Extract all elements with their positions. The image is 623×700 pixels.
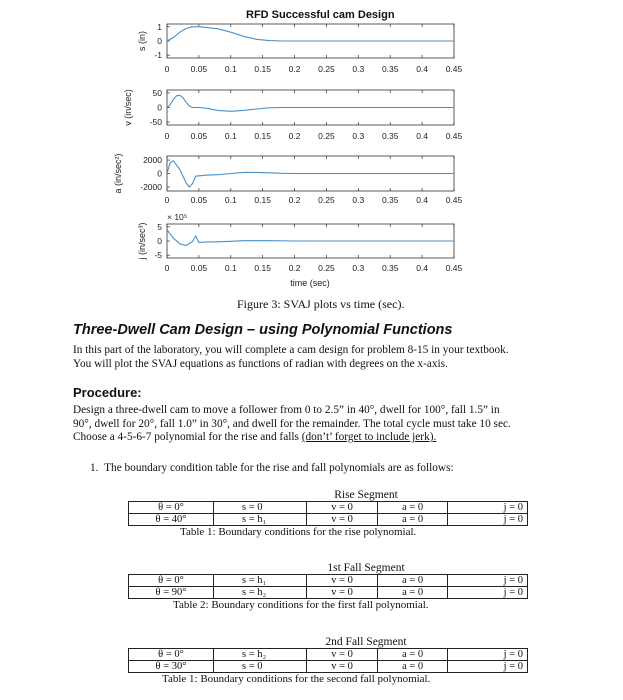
first-fall-table-caption: Table 2: Boundary conditions for the first fall polynomial.	[173, 599, 429, 611]
table-cell: s = 0	[214, 661, 307, 673]
x-tick-label: 0	[164, 131, 170, 141]
y-tick-label: 50	[152, 87, 162, 98]
procedure-line-3	[73, 431, 578, 445]
table-cell: v = 0	[307, 587, 378, 599]
second-fall-boundary-table	[128, 648, 528, 673]
table-row	[129, 575, 528, 587]
x-tick-label: 0.35	[381, 64, 399, 74]
x-tick-label: 0.4	[416, 64, 429, 74]
second-fall-table-block	[128, 636, 528, 685]
y-tick-label: 0	[157, 168, 162, 179]
table-cell: θ = 0°	[129, 502, 214, 514]
first-fall-table-block	[128, 562, 528, 611]
table-cell: θ = 0°	[129, 649, 214, 661]
y-tick-label: 5	[157, 221, 162, 232]
y-axis-label: j (in/sec³)	[137, 222, 147, 260]
jerk-note: (don’t’ forget to include jerk).	[301, 431, 437, 443]
x-tick-label: 0.45	[445, 131, 463, 141]
x-tick-label: 0.35	[381, 195, 399, 205]
y-tick-label: -5	[154, 250, 162, 261]
table-cell: θ = 0°	[129, 575, 214, 587]
procedure-line-2: 90°, dwell for 20°, fall 1.0” in 30°, and dwell for the remainder. The total cycle must take 10 sec.	[73, 417, 511, 430]
table-cell: v = 0	[307, 661, 378, 673]
x-tick-label: 0.2	[288, 64, 301, 74]
intro-line-2: You will plot the SVAJ equations as functions of radian with degrees on the x-axis.	[73, 357, 448, 370]
table-cell: a = 0	[377, 587, 448, 599]
x-tick-label: 0.25	[318, 263, 335, 273]
table-cell: a = 0	[377, 514, 448, 526]
table-cell: θ = 40°	[129, 514, 214, 526]
x-tick-label: 0.2	[288, 263, 301, 273]
y-tick-label: -1	[154, 50, 162, 61]
table-cell: v = 0	[307, 502, 378, 514]
x-tick-label: 0.1	[224, 263, 237, 273]
table-row	[129, 661, 528, 673]
table-row	[129, 587, 528, 599]
table-cell: j = 0	[448, 661, 528, 673]
x-tick-label: 0.4	[416, 131, 429, 141]
x-tick-label: 0.25	[318, 64, 335, 74]
table-cell: s = h₂	[214, 587, 307, 599]
x-tick-label: 0.1	[224, 64, 237, 74]
x-tick-label: 0.2	[288, 195, 301, 205]
x-tick-label: 0.1	[224, 131, 237, 141]
x-tick-label: 0	[164, 64, 170, 74]
procedure-line-1: Design a three-dwell cam to move a follower from 0 to 2.5” in 40°, dwell for 100°, fall 1.5” in	[73, 404, 500, 416]
table-cell: s = h₂	[214, 649, 307, 661]
x-tick-label: 0	[164, 195, 170, 205]
table-cell: s = 0	[214, 502, 307, 514]
list-item	[90, 462, 454, 476]
x-tick-label: 0.05	[190, 195, 208, 205]
figure-caption: Figure 3: SVAJ plots vs time (sec).	[237, 297, 405, 311]
x-tick-label: 0.15	[254, 64, 271, 74]
y-tick-label: 0	[157, 236, 162, 246]
y-tick-label: 2000	[143, 155, 162, 166]
rise-boundary-table	[128, 501, 528, 526]
intro-line-1: In this part of the laboratory, you will complete a cam design for problem 8-15 in your textbook.	[73, 344, 509, 356]
rise-table-title: Rise Segment	[334, 489, 398, 501]
x-tick-label: 0.35	[381, 131, 399, 141]
rise-table-block	[128, 489, 528, 538]
second-fall-table-title: 2nd Fall Segment	[325, 636, 407, 648]
x-tick-label: 0.45	[445, 263, 463, 273]
x-tick-label: 0.4	[416, 195, 429, 205]
x-tick-label: 0.45	[445, 195, 463, 205]
table-cell: a = 0	[377, 649, 448, 661]
table-cell: v = 0	[307, 575, 378, 587]
x-tick-label: 0.15	[254, 131, 271, 141]
first-fall-table-title: 1st Fall Segment	[327, 562, 405, 574]
x-tick-label: 0.15	[254, 263, 271, 273]
table-cell: a = 0	[377, 575, 448, 587]
y-tick-label: 0	[157, 102, 162, 113]
table-row	[129, 502, 528, 514]
x-axis-label: time (sec)	[290, 278, 330, 288]
y-exponent-label: × 10⁵	[167, 212, 188, 222]
y-axis-label: a (in/sec²)	[113, 153, 123, 194]
y-axis-label: s (in)	[137, 31, 147, 51]
x-tick-label: 0.3	[352, 64, 365, 74]
x-tick-label: 0.25	[318, 195, 335, 205]
x-tick-label: 0.3	[352, 195, 365, 205]
x-tick-label: 0	[164, 263, 170, 273]
table-cell: s = h₁	[214, 575, 307, 587]
list-item-text: The boundary condition table for the rise and fall polynomials are as follows:	[104, 462, 454, 474]
intro-paragraph	[73, 344, 573, 371]
x-tick-label: 0.25	[318, 131, 335, 141]
y-tick-label: 0	[157, 36, 162, 46]
table-cell: v = 0	[307, 649, 378, 661]
table-cell: a = 0	[377, 502, 448, 514]
table-cell: j = 0	[448, 649, 528, 661]
section-heading: Three-Dwell Cam Design – using Polynomial Functions	[73, 322, 453, 338]
procedure-heading: Procedure:	[73, 385, 142, 400]
x-tick-label: 0.45	[445, 64, 463, 74]
table-row	[129, 649, 528, 661]
y-tick-label: -50	[149, 117, 162, 128]
table-cell: j = 0	[448, 587, 528, 599]
svaj-figure	[0, 0, 623, 300]
x-tick-label: 0.3	[352, 131, 365, 141]
x-tick-label: 0.1	[224, 195, 237, 205]
x-tick-label: 0.2	[288, 131, 301, 141]
table-cell: θ = 30°	[129, 661, 214, 673]
table-cell: j = 0	[448, 502, 528, 514]
x-tick-label: 0.4	[416, 263, 429, 273]
x-tick-label: 0.3	[352, 263, 365, 273]
table-cell: j = 0	[448, 514, 528, 526]
first-fall-boundary-table	[128, 574, 528, 599]
x-tick-label: 0.05	[190, 64, 208, 74]
table-row	[129, 514, 528, 526]
table-cell: j = 0	[448, 575, 528, 587]
table-cell: a = 0	[377, 661, 448, 673]
x-tick-label: 0.15	[254, 195, 271, 205]
table-cell: v = 0	[307, 514, 378, 526]
y-tick-label: -2000	[140, 181, 162, 192]
second-fall-table-caption: Table 1: Boundary conditions for the second fall polynomial.	[162, 673, 431, 685]
y-axis-label: v (in/sec)	[123, 89, 133, 126]
x-tick-label: 0.05	[190, 131, 208, 141]
rise-table-caption: Table 1: Boundary conditions for the rise polynomial.	[180, 526, 417, 538]
x-tick-label: 0.35	[381, 263, 399, 273]
figure-title: RFD Successful cam Design	[246, 9, 395, 21]
table-cell: θ = 90°	[129, 587, 214, 599]
list-item-number: 1.	[90, 462, 99, 474]
x-tick-label: 0.05	[190, 263, 208, 273]
y-tick-label: 1	[157, 21, 162, 32]
procedure-line-3-text: Choose a 4-5-6-7 polynomial for the rise and falls	[73, 431, 302, 443]
table-cell: s = h₁	[214, 514, 307, 526]
procedure-paragraph	[73, 404, 578, 445]
